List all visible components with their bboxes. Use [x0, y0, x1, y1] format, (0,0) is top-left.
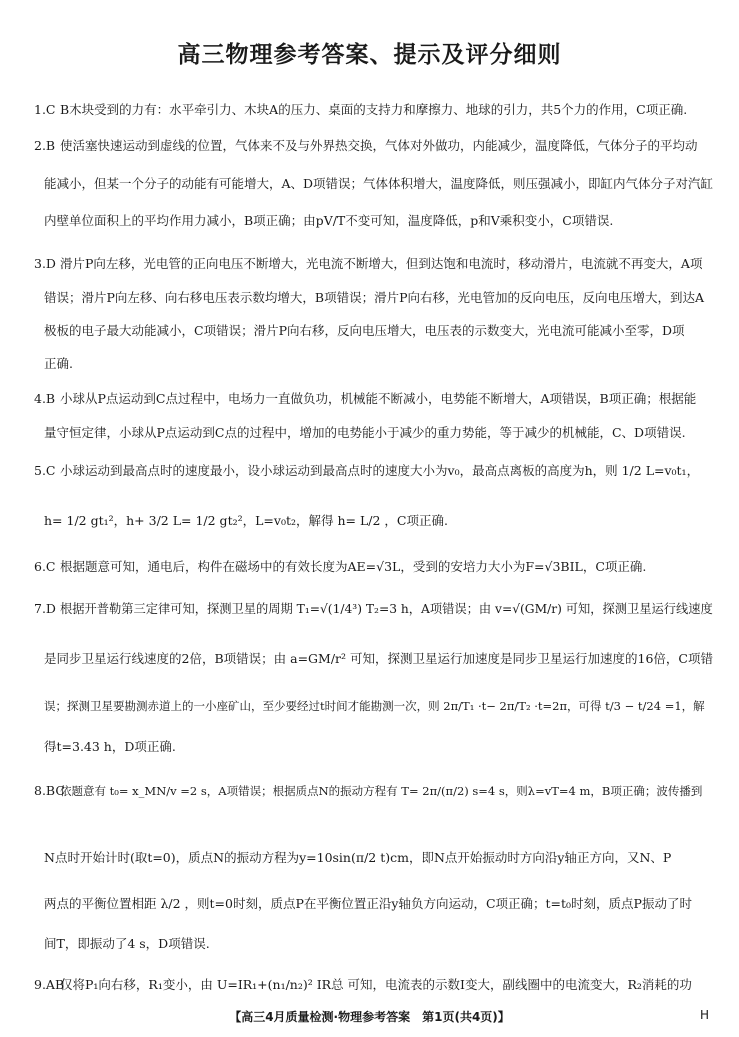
item-text: 得t=3.43 h，D项正确.: [44, 739, 176, 754]
item-text: 间T，即振动了4 s，D项错误.: [44, 936, 210, 951]
item-text: 正确.: [44, 356, 73, 371]
item-number: 6.C: [34, 559, 56, 574]
item-text: 误；探测卫星要勘测赤道上的一小座矿山，至少要经过t时间才能勘测一次，则 2π/T₁ ·t− 2π/T₂ ·t=2π，可得 t/3 − t/24 =1，解: [44, 699, 705, 713]
item-number: 3.D: [34, 256, 56, 271]
item-text: 能减小，但某一个分子的动能有可能增大，A、D项错误；气体体积增大，温度降低，则压强减小，即缸内气体分子对汽缸: [44, 176, 713, 191]
item-text: 小球运动到最高点时的速度最小，设小球运动到最高点时的速度大小为v₀，最高点离板的高度为h，则 1/2 L=v₀t₁，: [60, 463, 700, 478]
item-text: 错误；滑片P向左移、向右移电压表示数均增大，B项错误；滑片P向右移，光电管加的反向电压，反向电压增大，到达A: [44, 290, 705, 305]
item-text: 小球从P点运动到C点过程中，电场力一直做负功，机械能不断减小，电势能不断增大，A项错误，B项正确；根据能: [60, 391, 697, 406]
item-number: 7.D: [34, 601, 56, 616]
item-number: 2.B: [34, 138, 56, 153]
item-text: 滑片P向左移，光电管的正向电压不断增大，光电流不断增大，但到达饱和电流时，移动滑片，电流就不再变大，A项: [60, 256, 703, 271]
item-number: 5.C: [34, 463, 56, 478]
item-text: 使活塞快速运动到虚线的位置，气体来不及与外界热交换，气体对外做功，内能减少，温度降低，气体分子的平均动: [60, 138, 698, 153]
item-text: 根据开普勒第三定律可知，探测卫星的周期 T₁=√(1/4³) T₂=3 h，A项错误；由 v=√(GM/r) 可知，探测卫星运行线速度: [60, 602, 713, 616]
page-title: 高三物理参考答案、提示及评分细则: [177, 42, 562, 68]
item-text: 极板的电子最大动能减小，C项错误；滑片P向右移，反向电压增大，电压表的示数变大，光电流可能减小至零，D项: [44, 323, 685, 338]
corner-mark: H: [699, 1008, 709, 1022]
item-text: 两点的平衡位置相距 λ/2 ，则t=0时刻，质点P在平衡位置正沿y轴负方向运动，C项正确；t=t₀时刻，质点P振动了时: [44, 896, 692, 911]
item-text: N点时开始计时(取t=0)，质点N的振动方程为y=10sin(π/2 t)cm，即N点开始振动时方向沿y轴正方向，又N、P: [44, 850, 672, 865]
item-text: 内壁单位面积上的平均作用力减小，B项正确；由pV/T不变可知，温度降低，p和V乘积变小，C项错误.: [44, 213, 614, 228]
item-text: 根据题意可知，通电后，构件在磁场中的有效长度为AE=√3L，受到的安培力大小为F=√3BIL，C项正确.: [60, 559, 647, 574]
item-text: 量守恒定律，小球从P点运动到C点的过程中，增加的电势能小于减少的重力势能，等于减少的机械能，C、D项错误.: [44, 425, 686, 440]
item-text: B木块受到的力有：水平牵引力、木块A的压力、桌面的支持力和摩擦力、地球的引力，共5个力的作用，C项正确.: [60, 102, 688, 117]
item-text: 是同步卫星运行线速度的2倍，B项错误；由 a=GM/r² 可知，探测卫星运行加速度是同步卫星运行加速度的16倍，C项错: [44, 651, 713, 666]
item-number: 8.BC: [34, 783, 65, 798]
item-text: 依题意有 t₀= x_MN/v =2 s，A项错误；根据质点N的振动方程有 T= 2π/(π/2) s=4 s，则λ=vT=4 m，B项正确；波传播到: [60, 784, 703, 798]
item-text: 仅将P₁向右移，R₁变小，由 U=IR₁+(n₁/n₂)² IR总 可知，电流表的示数I变大，副线圈中的电流变大，R₂消耗的功: [60, 977, 692, 992]
item-number: 4.B: [34, 391, 56, 406]
item-number: 1.C: [34, 102, 56, 117]
item-text: h= 1/2 gt₁²，h+ 3/2 L= 1/2 gt₂²，L=v₀t₂，解得 h= L/2 ，C项正确.: [44, 513, 448, 528]
item-number: 9.AB: [34, 977, 65, 992]
page-footer: 【高三4月质量检测·物理参考答案 第1页(共4页)】: [229, 1010, 510, 1024]
